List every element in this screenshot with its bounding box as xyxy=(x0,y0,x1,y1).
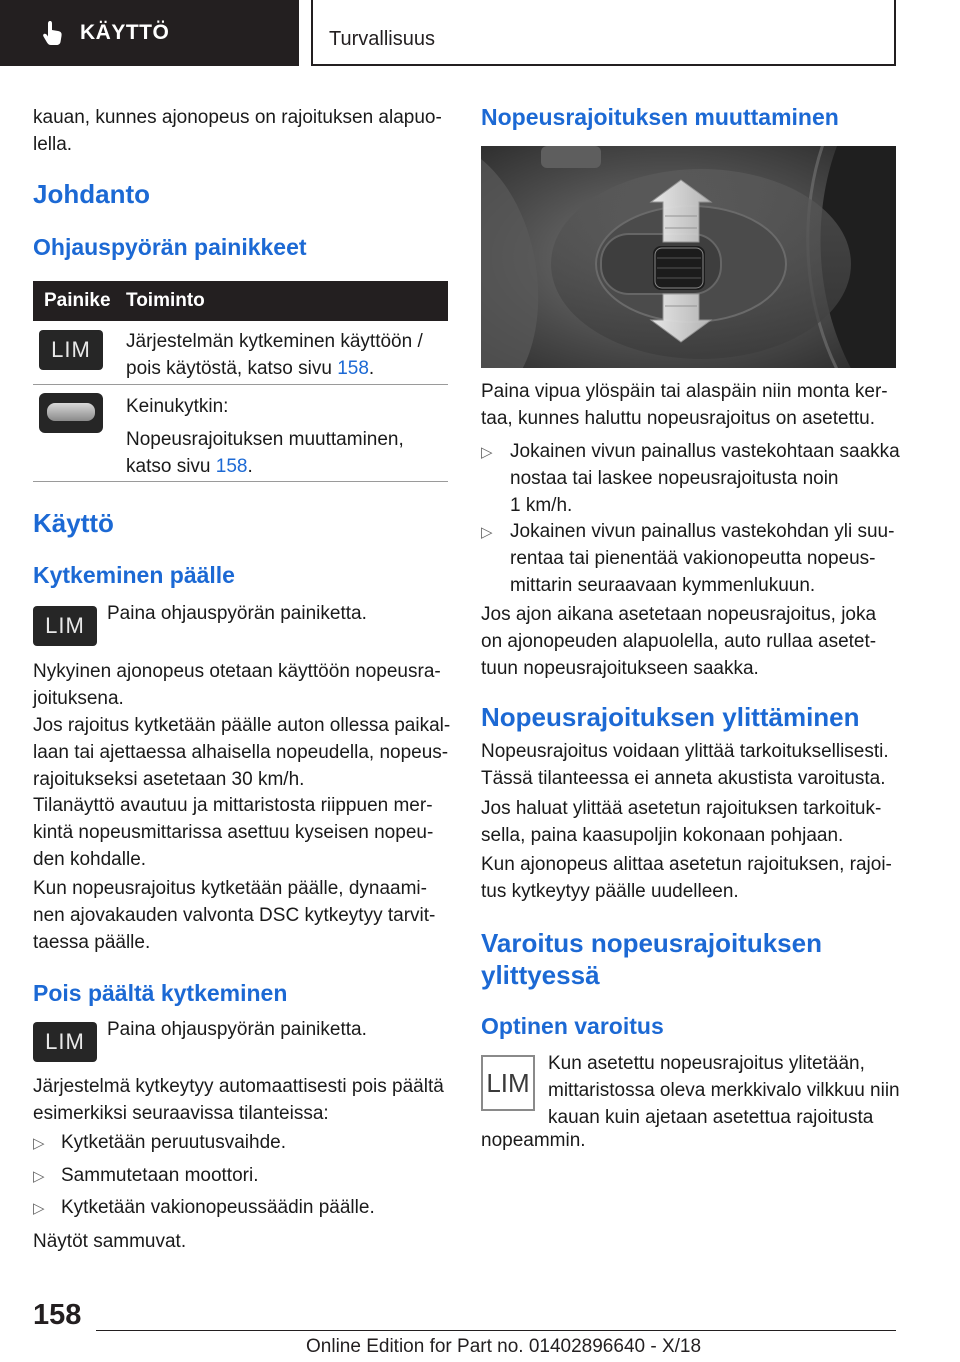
lim-indicator-icon: LIM xyxy=(481,1055,535,1111)
page-link-158[interactable]: 158 xyxy=(215,456,248,477)
heading-pois-paalta: Pois päältä kytkeminen xyxy=(33,980,288,1006)
heading-varoitus: Varoitus nopeusrajoituksen ylittyessä xyxy=(481,928,822,990)
paragraph: Kun ajonopeus alittaa asetetun rajoituksen, rajoi- tus kytkeytyy päälle uudelleen. xyxy=(481,854,892,902)
col-header-button: Painike xyxy=(44,290,111,311)
footer-rule xyxy=(96,1330,896,1331)
triangle-bullet-icon: ▷ xyxy=(33,1135,45,1152)
list-item: Kytketään vakionopeussäädin päälle. xyxy=(61,1197,375,1218)
heading-muuttaminen: Nopeusrajoituksen muuttaminen xyxy=(481,104,839,130)
paragraph: Kun nopeusrajoitus kytketään päälle, dynaami- nen ajovakauden valvonta DSC kytkeytyy tarvit- taessa päälle. xyxy=(33,878,436,953)
table-row-2-text: Keinukytkin: Nopeusrajoituksen muuttaminen, katso sivu 158. xyxy=(126,396,404,477)
heading-optinen-varoitus: Optinen varoitus xyxy=(481,1013,664,1039)
page-header xyxy=(0,0,960,66)
paragraph: Jos ajon aikana asetetaan nopeusrajoitus, joka on ajonopeuden alapuolella, auto rullaa asetet- tuun nopeusrajoitukseen saakka. xyxy=(481,604,877,679)
press-button-text: Paina ohjauspyörän painiketta. xyxy=(107,603,367,624)
paragraph: Nykyinen ajonopeus otetaan käyttöön nopeusra- joituksena. xyxy=(33,661,441,709)
table-row-1-text: Järjestelmän kytkeminen käyttöön / pois käytöstä, katso sivu 158. xyxy=(126,331,423,379)
heading-kytkeminen-paalle: Kytkeminen päälle xyxy=(33,562,235,588)
chapter-header xyxy=(311,0,896,66)
table-divider xyxy=(33,384,448,385)
paragraph: Tilanäyttö avautuu ja mittaristosta riippuen mer- kintä nopeusmittarissa asettuu kyseisen nopeu- den kohdalle. xyxy=(33,795,434,870)
paragraph-end: nopeammin. xyxy=(481,1130,586,1151)
list-item: Kytketään peruutusvaihde. xyxy=(61,1132,286,1153)
triangle-bullet-icon: ▷ xyxy=(33,1200,45,1217)
paragraph: Jos haluat ylittää asetetun rajoituksen tarkoituk- sella, paina kaasupoljin kokonaan pohjaan. xyxy=(481,798,882,846)
lim-button-icon: LIM xyxy=(33,606,97,646)
chapter-title: Turvallisuus xyxy=(329,28,435,50)
press-button-text: Paina ohjauspyörän painiketta. xyxy=(107,1019,367,1040)
intro-paragraph: kauan, kunnes ajonopeus on rajoituksen alapuo- lella. xyxy=(33,107,442,155)
heading-johdanto: Johdanto xyxy=(33,179,150,209)
heading-kaytto: Käyttö xyxy=(33,508,114,538)
triangle-bullet-icon: ▷ xyxy=(33,1168,45,1185)
lim-button-icon: LIM xyxy=(39,330,103,370)
list-item: Jokainen vivun painallus vastekohdan yli suu- rentaa tai pienentää vakionopeutta nopeus- mittarin seuraavaan kymmenlukuun. xyxy=(510,521,895,596)
steering-wheel-rocker-photo xyxy=(481,146,896,368)
list-item: Jokainen vivun painallus vastekohtaan saakka nostaa tai laskee nopeusrajoitusta noin 1 km/h. xyxy=(510,441,900,516)
page-number: 158 xyxy=(33,1299,82,1331)
lim-button-icon: LIM xyxy=(33,1022,97,1062)
paragraph: Järjestelmä kytkeytyy automaattisesti pois päältä esimerkiksi seuraavissa tilanteissa: xyxy=(33,1076,444,1124)
paragraph: Nopeusrajoitus voidaan ylittää tarkoituksellisesti. Tässä tilanteessa ei anneta akustista varoitusta. xyxy=(481,741,889,789)
page-link-158[interactable]: 158 xyxy=(337,358,369,379)
pointing-hand-icon xyxy=(38,18,68,48)
steering-wheel-illustration xyxy=(481,146,896,368)
rocker-switch-icon xyxy=(39,393,103,433)
section-tab[interactable] xyxy=(0,0,299,66)
triangle-bullet-icon: ▷ xyxy=(481,524,493,541)
table-header xyxy=(33,281,448,321)
table-bottom-rule xyxy=(33,481,448,482)
section-tab-label: KÄYTTÖ xyxy=(80,21,170,44)
paragraph: Kun asetettu nopeusrajoitus ylitetään, mittaristossa oleva merkkivalo vilkkuu niin kauan kuin ajetaan asetettua rajoitusta xyxy=(548,1053,900,1128)
triangle-bullet-icon: ▷ xyxy=(481,444,493,461)
col-header-function: Toiminto xyxy=(126,290,205,311)
paragraph: Jos rajoitus kytketään päälle auton ollessa paikal- laan tai ajettaessa alhaisella nopeudella, nopeus- rajoitukseksi asetetaan 30 km/h. xyxy=(33,715,451,790)
list-item: Sammutetaan moottori. xyxy=(61,1165,259,1186)
heading-ylittaminen: Nopeusrajoituksen ylittäminen xyxy=(481,702,860,732)
edition-text: Online Edition for Part no. 01402896640 - X/18 xyxy=(306,1336,702,1357)
paragraph: Paina vipua ylöspäin tai alaspäin niin monta ker- taa, kunnes haluttu nopeusrajoitus on asetettu. xyxy=(481,381,888,429)
heading-painikkeet: Ohjauspyörän painikkeet xyxy=(33,234,307,260)
paragraph: Näytöt sammuvat. xyxy=(33,1231,187,1252)
